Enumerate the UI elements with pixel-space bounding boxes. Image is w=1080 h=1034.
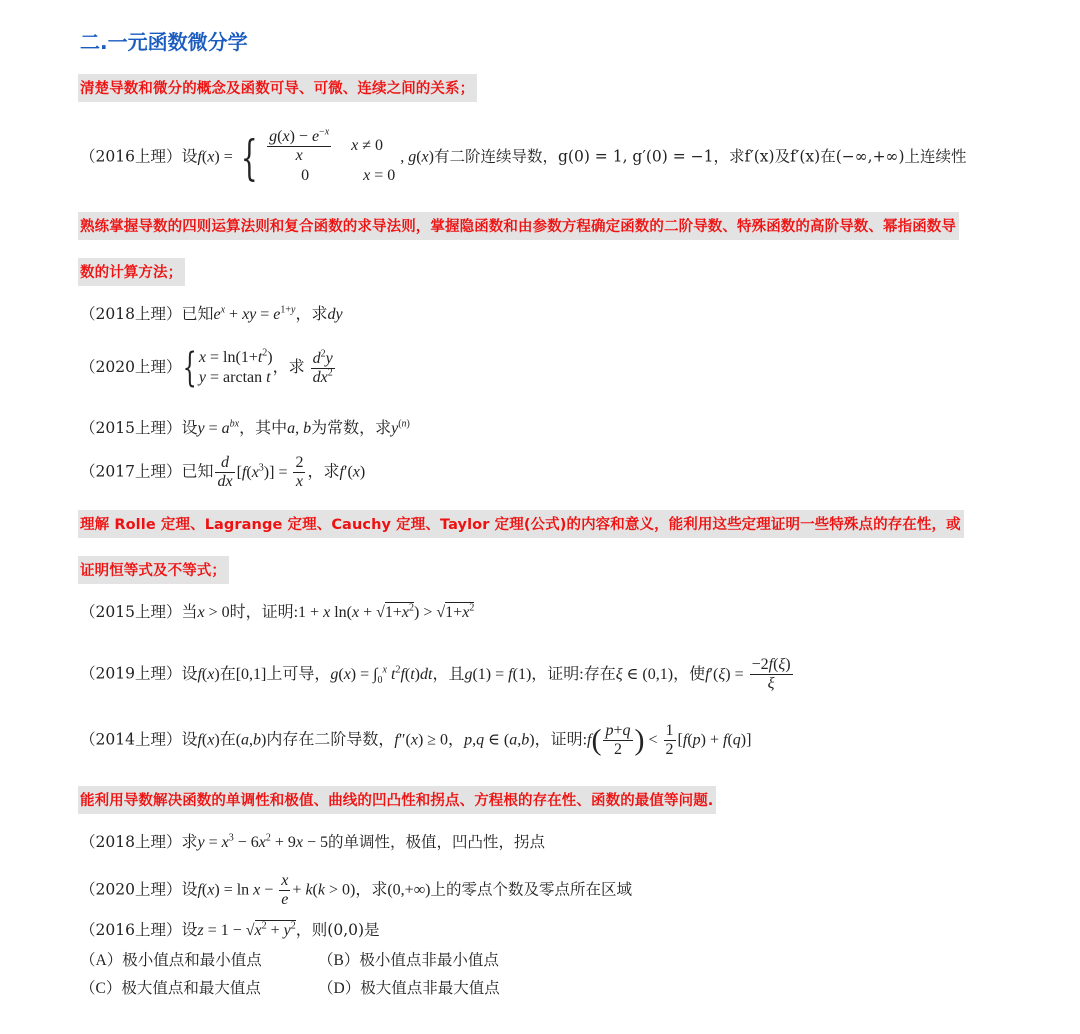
problem-2014-convexity: （2014上理）设f(x)在(a,b)内存在二阶导数，f″(x) ≥ 0，p,q ∈ (a,b)，证明:f( $\frac{p+q}{2}$ ) < $\frac{1}{2}$ [f(p) + f(q)] (80, 722, 752, 758)
problem-tag: （2015上理） (80, 603, 182, 621)
problem-text: 则(0,0)是 (311, 921, 380, 939)
problem-text: 的单调性，极值，凹凸性，拐点 (328, 833, 546, 851)
topic-highlight-2a: 熟练掌握导数的四则运算法则和复合函数的求导法则，掌握隐函数和由参数方程确定函数的二阶导数、特殊函数的高阶导数、幂指函数导 (78, 212, 959, 240)
problem-text: 上的零点个数及零点所在区域 (430, 880, 632, 899)
problem-2015-inequality: （2015上理）当x > 0时，证明:1 + x $\ln(x + √1+x^2) > √1+x^2$ (80, 602, 475, 621)
problem-tag: （2019上理） (80, 664, 182, 683)
left-brace: { (183, 345, 198, 391)
option-a: （A）极小值点和最小值点 (80, 952, 262, 969)
topic-highlight-2b: 数的计算方法； (78, 258, 185, 286)
left-brace: { (240, 129, 258, 186)
problem-2018-monotonicity: （2018上理）求$y = x^3 - 6x^2 + 9x - 5$的单调性，极值，凹凸性，拐点 (80, 832, 546, 851)
topic-highlight-4: 能利用导数解决函数的单调性和极值、曲线的凹凸性和拐点、方程根的存在性、函数的最值等问题. (78, 786, 716, 814)
topic-highlight-3b: 证明恒等式及不等式； (78, 556, 229, 584)
problem-text: 有二阶连续导数，g(0) = 1, g′(0) = −1，求f′(x)及f′(x)在(−∞,+∞)上连续性 (433, 147, 967, 166)
problem-tag: （2015上理） (80, 419, 182, 437)
option-d: （D）极大值点非最大值点 (318, 980, 500, 997)
problem-tag: （2017上理） (80, 462, 182, 481)
piecewise-cases: $\frac{g(x) - e^{-x}}{x}$ x ≠ 0 0 x = 0 (269, 126, 396, 184)
problem-tag: （2018上理） (80, 305, 182, 323)
option-c: （C）极大值点和最大值点 (80, 980, 261, 997)
problem-2016-extremum: （2016上理）设$z = 1 - √x^2 + y^2$，则(0,0)是 (80, 920, 380, 939)
problem-2020-parametric: （2020上理）{ $x = \ln(1+t^2)$ y = arctan t，求 $\frac{d^2y}{dx^2}$ (80, 345, 333, 391)
option-b: （B）极小值点非最小值点 (318, 952, 499, 969)
problem-2018-implicit: （2018上理）已知$e^x$ + xy = $e^{1+y}$，求dy (80, 304, 343, 323)
problem-tag: （2016上理） (80, 147, 182, 166)
problem-2020-zeros: （2020上理）设f(x) = ln x − $\frac{x}{e}$ + k(k > 0)，求(0,+∞)上的零点个数及零点所在区域 (80, 872, 632, 908)
problem-tag: （2014上理） (80, 730, 182, 749)
topic-highlight-1: 清楚导数和微分的概念及函数可导、可微、连续之间的关系； (78, 74, 477, 102)
problem-2019-existence: （2019上理）设f(x)在[0,1]上可导，$g(x) = \int_0^x$ $t^2f(t)dt$，且g(1) = f(1)，证明:存在ξ ∈ (0,1)，使f′(ξ) = $\frac{-2f(\xi)}{\xi}$ (80, 656, 791, 692)
problem-2015-higher-derivative: （2015上理）设$y = a^{bx}$，其中a, b为常数，求$y^{(n)}$ (80, 418, 410, 437)
problem-tag: （2018上理） (80, 833, 182, 851)
topic-highlight-3a: 理解 Rolle 定理、Lagrange 定理、Cauchy 定理、Taylor 定理(公式)的内容和意义，能利用这些定理证明一些特殊点的存在性，或 (78, 510, 964, 538)
problem-2017-composite: （2017上理）已知 $\frac{d}{dx}$ $[f(x^3)]$ = $\frac{2}{x}$ ，求f′(x) (80, 454, 366, 490)
section-title: 二.一元函数微分学 (80, 30, 248, 54)
problem-tag: （2020上理） (80, 880, 182, 899)
problem-tag: （2016上理） (80, 921, 182, 939)
problem-tag: （2020上理） (80, 358, 182, 376)
problem-2016-continuity: （2016上理）设f(x) = { $\frac{g(x) - e^{-x}}{x}$ x ≠ 0 0 x = 0 , g(x)有二阶连续导数，g(0) = 1, g′(0) = −1，求f′(x)及f′(x)在(−∞,+∞)上连续性 (80, 126, 967, 186)
